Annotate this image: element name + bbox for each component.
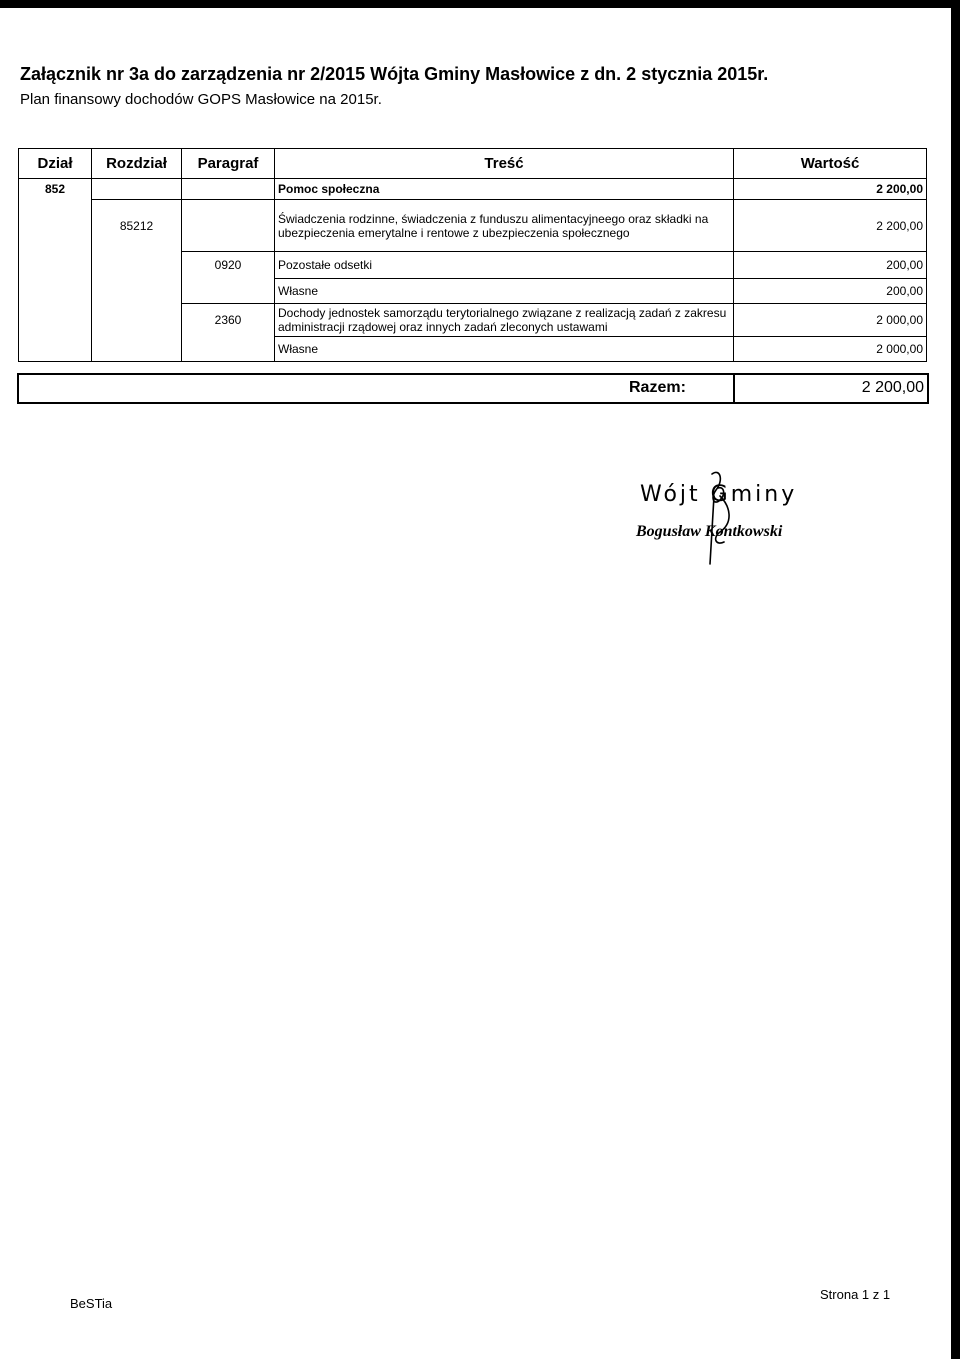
cell-tresc: Pozostałe odsetki [275, 252, 734, 279]
column-header-tresc: Treść [275, 149, 734, 179]
table-row [19, 179, 927, 200]
table-row [19, 337, 927, 362]
cell-rozdzial: 85212 [92, 200, 182, 252]
budget-table [18, 148, 927, 362]
cell-dzial [19, 200, 92, 252]
cell-paragraf [182, 200, 275, 252]
stamp-title: Wójt Gminy [640, 482, 798, 507]
cell-paragraf [182, 179, 275, 200]
cell-rozdzial [92, 337, 182, 362]
total-box [17, 373, 929, 404]
cell-wartosc: 200,00 [734, 279, 927, 304]
footer-software: BeSTia [70, 1296, 113, 1311]
cell-wartosc: 2 000,00 [734, 337, 927, 362]
cell-wartosc: 2 200,00 [734, 179, 927, 200]
table-row [19, 304, 927, 337]
scan-border-top [0, 0, 960, 8]
column-header-paragraf: Paragraf [182, 149, 275, 179]
total-label: Razem: [629, 379, 686, 396]
table-header-row [19, 149, 927, 179]
cell-rozdzial [92, 179, 182, 200]
handwritten-signature [690, 466, 750, 566]
document-title: Załącznik nr 3a do zarządzenia nr 2/2015 Wójta Gminy Masłowice z dn. 2 stycznia 2015r. [20, 64, 769, 84]
cell-tresc: Świadczenia rodzinne, świadczenia z funduszu alimentacyjneego oraz składki na ubezpieczenia emerytalne i rentowe z ubezpieczenia społecznego [275, 200, 734, 252]
cell-dzial [19, 279, 92, 304]
column-header-wartosc: Wartość [734, 149, 927, 179]
column-header-dzial: Dział [19, 149, 92, 179]
cell-wartosc: 2 000,00 [734, 304, 927, 337]
cell-tresc: Pomoc społeczna [275, 179, 734, 200]
cell-dzial [19, 304, 92, 337]
cell-rozdzial [92, 279, 182, 304]
cell-paragraf: 2360 [182, 304, 275, 337]
stamp-name: Bogusław Kontkowski [636, 523, 783, 540]
cell-wartosc: 200,00 [734, 252, 927, 279]
cell-rozdzial [92, 252, 182, 279]
cell-dzial: 852 [19, 179, 92, 200]
footer-page-number: Strona 1 z 1 [820, 1287, 891, 1302]
cell-tresc: Dochody jednostek samorządu terytorialnego związane z realizacją zadań z zakresu administracji rządowej oraz innych zadań zleconych ustawami [275, 304, 734, 337]
cell-wartosc: 2 200,00 [734, 200, 927, 252]
cell-rozdzial [92, 304, 182, 337]
cell-tresc: Własne [275, 337, 734, 362]
table-row [19, 200, 927, 252]
total-value: 2 200,00 [861, 379, 924, 396]
cell-tresc: Własne [275, 279, 734, 304]
table-row [19, 252, 927, 279]
cell-paragraf: 0920 [182, 252, 275, 279]
cell-dzial [19, 252, 92, 279]
table-row [19, 279, 927, 304]
column-header-rozdzial: Rozdział [92, 149, 182, 179]
scan-border-right [951, 0, 960, 1359]
cell-paragraf [182, 337, 275, 362]
cell-dzial [19, 337, 92, 362]
total-divider [733, 375, 735, 402]
cell-paragraf [182, 279, 275, 304]
document-subtitle: Plan finansowy dochodów GOPS Masłowice na 2015r. [20, 91, 382, 108]
